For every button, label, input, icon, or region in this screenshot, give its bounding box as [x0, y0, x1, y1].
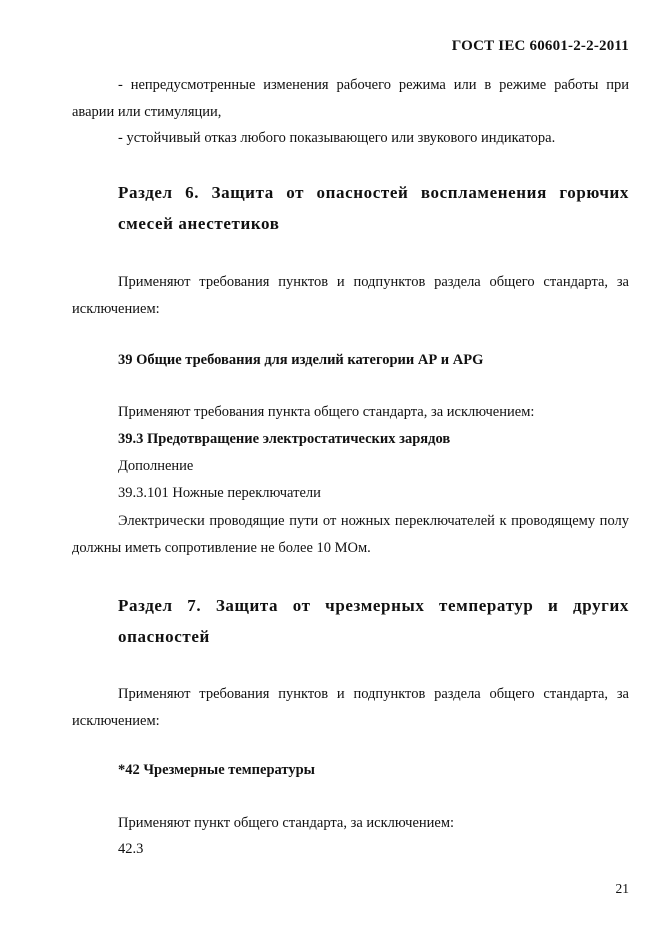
- clause-42-heading: *42 Чрезмерные температуры: [118, 762, 315, 778]
- list-item-unexpected-change: - непредусмотренные изменения рабочего режима или в режиме работы при аварии или стимуляции,: [72, 77, 629, 120]
- section-6-intro: Применяют требования пунктов и подпунктов раздела общего стандарта, за исключением:: [72, 274, 629, 317]
- clause-39-intro: Применяют требования пункта общего стандарта, за исключением:: [118, 404, 535, 420]
- clause-39-3-101-text: Электрически проводящие пути от ножных переключателей к проводящему полу должны иметь сопротивление не более 10 МОм.: [72, 513, 629, 556]
- clause-39-heading: 39 Общие требования для изделий категории АР и APG: [118, 352, 484, 368]
- clause-39-3-101-heading: 39.3.101 Ножные переключатели: [118, 485, 321, 501]
- page-number: 21: [615, 881, 629, 896]
- addition-label: Дополнение: [118, 458, 194, 474]
- clause-39-3-heading: 39.3 Предотвращение электростатических зарядов: [118, 431, 451, 447]
- clause-42-intro: Применяют пункт общего стандарта, за исключением:: [118, 815, 455, 831]
- standard-code-header: ГОСТ IEC 60601-2-2-2011: [451, 38, 629, 54]
- clause-42-3-label: 42.3: [118, 841, 144, 857]
- section-6-heading: Раздел 6. Защита от опасностей воспламенения горючих смесей анестетиков: [118, 183, 629, 233]
- list-item-stable-failure: - устойчивый отказ любого показывающего или звукового индикатора.: [118, 130, 556, 146]
- section-7-intro: Применяют требования пунктов и подпунктов раздела общего стандарта, за исключением:: [72, 686, 629, 729]
- section-7-heading: Раздел 7. Защита от чрезмерных температур и других опасностей: [118, 596, 629, 646]
